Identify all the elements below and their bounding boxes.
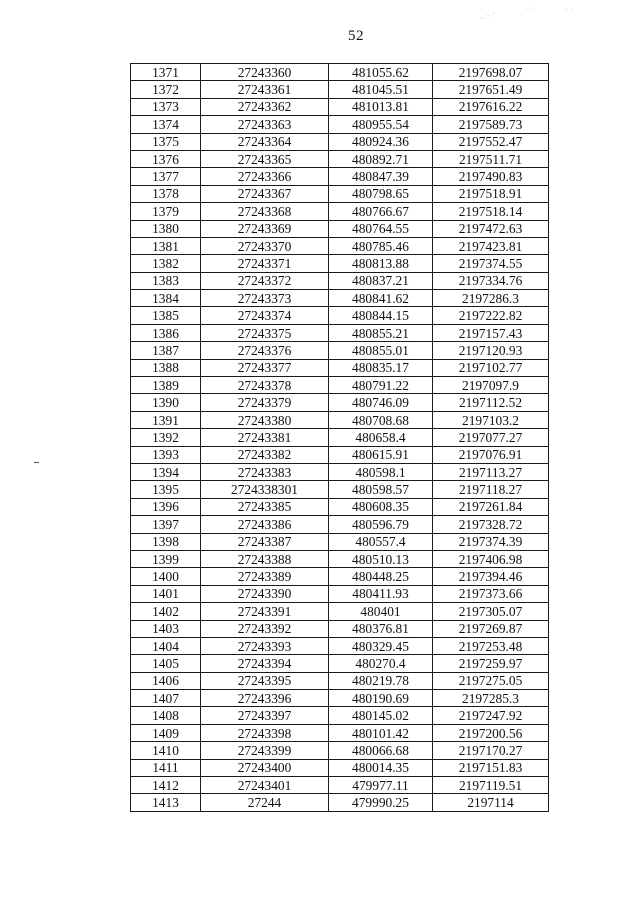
y-coordinate-cell: 2197247.92: [433, 707, 549, 724]
x-coordinate-cell: 480596.79: [329, 516, 433, 533]
row-number-cell: 1377: [131, 168, 201, 185]
row-number-cell: 1400: [131, 568, 201, 585]
point-id-cell: 27243361: [201, 81, 329, 98]
table-row: [131, 411, 549, 428]
y-coordinate-cell: 2197374.39: [433, 533, 549, 550]
x-coordinate-cell: 480066.68: [329, 742, 433, 759]
row-number-cell: 1410: [131, 742, 201, 759]
x-coordinate-cell: 480847.39: [329, 168, 433, 185]
x-coordinate-cell: 480844.15: [329, 307, 433, 324]
table-row: [131, 585, 549, 602]
y-coordinate-cell: 2197698.07: [433, 64, 549, 81]
x-coordinate-cell: 480746.09: [329, 394, 433, 411]
y-coordinate-cell: 2197119.51: [433, 777, 549, 794]
point-id-cell: 27243374: [201, 307, 329, 324]
point-id-cell: 2724338301: [201, 481, 329, 498]
row-number-cell: 1402: [131, 603, 201, 620]
table-row: [131, 290, 549, 307]
x-coordinate-cell: 480014.35: [329, 759, 433, 776]
table-row: [131, 133, 549, 150]
row-number-cell: 1381: [131, 237, 201, 254]
table-row: [131, 150, 549, 167]
x-coordinate-cell: 480798.65: [329, 185, 433, 202]
point-id-cell: 27243398: [201, 724, 329, 741]
row-number-cell: 1393: [131, 446, 201, 463]
row-number-cell: 1388: [131, 359, 201, 376]
y-coordinate-cell: 2197170.27: [433, 742, 549, 759]
table-row: [131, 550, 549, 567]
y-coordinate-cell: 2197261.84: [433, 498, 549, 515]
point-id-cell: 27243391: [201, 603, 329, 620]
point-id-cell: 27243375: [201, 324, 329, 341]
point-id-cell: 27243395: [201, 672, 329, 689]
point-id-cell: 27243393: [201, 637, 329, 654]
x-coordinate-cell: 480708.68: [329, 411, 433, 428]
row-number-cell: 1390: [131, 394, 201, 411]
row-number-cell: 1379: [131, 203, 201, 220]
point-id-cell: 27243387: [201, 533, 329, 550]
y-coordinate-cell: 2197157.43: [433, 324, 549, 341]
table-row: [131, 377, 549, 394]
row-number-cell: 1403: [131, 620, 201, 637]
point-id-cell: 27243383: [201, 463, 329, 480]
y-coordinate-cell: 2197651.49: [433, 81, 549, 98]
y-coordinate-cell: 2197616.22: [433, 98, 549, 115]
row-number-cell: 1412: [131, 777, 201, 794]
y-coordinate-cell: 2197113.27: [433, 463, 549, 480]
y-coordinate-cell: 2197269.87: [433, 620, 549, 637]
point-id-cell: 27243385: [201, 498, 329, 515]
table-row: [131, 463, 549, 480]
row-number-cell: 1401: [131, 585, 201, 602]
table-row: [131, 220, 549, 237]
point-id-cell: 27243366: [201, 168, 329, 185]
row-number-cell: 1404: [131, 637, 201, 654]
x-coordinate-cell: 480401: [329, 603, 433, 620]
point-id-cell: 27243386: [201, 516, 329, 533]
point-id-cell: 27243376: [201, 342, 329, 359]
table-row: [131, 777, 549, 794]
table-row: [131, 568, 549, 585]
x-coordinate-cell: 480145.02: [329, 707, 433, 724]
table-row: [131, 637, 549, 654]
row-number-cell: 1392: [131, 429, 201, 446]
x-coordinate-cell: 480924.36: [329, 133, 433, 150]
x-coordinate-cell: 481013.81: [329, 98, 433, 115]
x-coordinate-cell: 480764.55: [329, 220, 433, 237]
row-number-cell: 1374: [131, 116, 201, 133]
x-coordinate-cell: 480329.45: [329, 637, 433, 654]
table-row: [131, 81, 549, 98]
table-row: [131, 707, 549, 724]
y-coordinate-cell: 2197511.71: [433, 150, 549, 167]
table-row: [131, 185, 549, 202]
row-number-cell: 1375: [131, 133, 201, 150]
y-coordinate-cell: 2197275.05: [433, 672, 549, 689]
table-row: [131, 481, 549, 498]
y-coordinate-cell: 2197200.56: [433, 724, 549, 741]
table-row: [131, 759, 549, 776]
row-number-cell: 1405: [131, 655, 201, 672]
point-id-cell: 27243394: [201, 655, 329, 672]
point-id-cell: 27243401: [201, 777, 329, 794]
x-coordinate-cell: 480855.21: [329, 324, 433, 341]
point-id-cell: 27243381: [201, 429, 329, 446]
x-coordinate-cell: 480835.17: [329, 359, 433, 376]
y-coordinate-cell: 2197394.46: [433, 568, 549, 585]
x-coordinate-cell: 480270.4: [329, 655, 433, 672]
y-coordinate-cell: 2197114: [433, 794, 549, 811]
x-coordinate-cell: 480557.4: [329, 533, 433, 550]
x-coordinate-cell: 480791.22: [329, 377, 433, 394]
y-coordinate-cell: 2197374.55: [433, 255, 549, 272]
point-id-cell: 27243364: [201, 133, 329, 150]
row-number-cell: 1408: [131, 707, 201, 724]
x-coordinate-cell: 480510.13: [329, 550, 433, 567]
point-id-cell: 27243380: [201, 411, 329, 428]
point-id-cell: 27243389: [201, 568, 329, 585]
y-coordinate-cell: 2197151.83: [433, 759, 549, 776]
x-coordinate-cell: 480855.01: [329, 342, 433, 359]
x-coordinate-cell: 480837.21: [329, 272, 433, 289]
row-number-cell: 1398: [131, 533, 201, 550]
row-number-cell: 1389: [131, 377, 201, 394]
y-coordinate-cell: 2197097.9: [433, 377, 549, 394]
table-row: [131, 324, 549, 341]
x-coordinate-cell: 481055.62: [329, 64, 433, 81]
x-coordinate-cell: 480766.67: [329, 203, 433, 220]
row-number-cell: 1396: [131, 498, 201, 515]
y-coordinate-cell: 2197118.27: [433, 481, 549, 498]
table-row: [131, 342, 549, 359]
row-number-cell: 1373: [131, 98, 201, 115]
table-row: [131, 359, 549, 376]
table-row: [131, 272, 549, 289]
row-number-cell: 1394: [131, 463, 201, 480]
table-row: [131, 446, 549, 463]
row-number-cell: 1386: [131, 324, 201, 341]
point-id-cell: 27243379: [201, 394, 329, 411]
y-coordinate-cell: 2197103.2: [433, 411, 549, 428]
table-row: [131, 237, 549, 254]
x-coordinate-cell: 480598.57: [329, 481, 433, 498]
table-row: [131, 690, 549, 707]
row-number-cell: 1407: [131, 690, 201, 707]
y-coordinate-cell: 2197423.81: [433, 237, 549, 254]
y-coordinate-cell: 2197259.97: [433, 655, 549, 672]
table-row: [131, 64, 549, 81]
y-coordinate-cell: 2197518.14: [433, 203, 549, 220]
point-id-cell: 27243360: [201, 64, 329, 81]
row-number-cell: 1383: [131, 272, 201, 289]
point-id-cell: 27243397: [201, 707, 329, 724]
row-number-cell: 1378: [131, 185, 201, 202]
y-coordinate-cell: 2197286.3: [433, 290, 549, 307]
point-id-cell: 27243373: [201, 290, 329, 307]
y-coordinate-cell: 2197373.66: [433, 585, 549, 602]
x-coordinate-cell: 480785.46: [329, 237, 433, 254]
y-coordinate-cell: 2197552.47: [433, 133, 549, 150]
scan-artifact-marks: [468, 4, 578, 24]
point-id-cell: 27243400: [201, 759, 329, 776]
point-id-cell: 27243392: [201, 620, 329, 637]
table-row: [131, 655, 549, 672]
y-coordinate-cell: 2197589.73: [433, 116, 549, 133]
x-coordinate-cell: 480376.81: [329, 620, 433, 637]
point-id-cell: 27243378: [201, 377, 329, 394]
x-coordinate-cell: 480411.93: [329, 585, 433, 602]
point-id-cell: 27243369: [201, 220, 329, 237]
x-coordinate-cell: 480955.54: [329, 116, 433, 133]
x-coordinate-cell: 479977.11: [329, 777, 433, 794]
x-coordinate-cell: 480658.4: [329, 429, 433, 446]
row-number-cell: 1395: [131, 481, 201, 498]
point-id-cell: 27243388: [201, 550, 329, 567]
y-coordinate-cell: 2197076.91: [433, 446, 549, 463]
row-number-cell: 1411: [131, 759, 201, 776]
table-row: [131, 255, 549, 272]
point-id-cell: 27243372: [201, 272, 329, 289]
x-coordinate-cell: 480448.25: [329, 568, 433, 585]
row-number-cell: 1406: [131, 672, 201, 689]
point-id-cell: 27243368: [201, 203, 329, 220]
coordinates-table: [130, 63, 549, 812]
x-coordinate-cell: 481045.51: [329, 81, 433, 98]
x-coordinate-cell: 480190.69: [329, 690, 433, 707]
table-row: [131, 429, 549, 446]
y-coordinate-cell: 2197518.91: [433, 185, 549, 202]
y-coordinate-cell: 2197305.07: [433, 603, 549, 620]
table-row: [131, 394, 549, 411]
x-coordinate-cell: 480615.91: [329, 446, 433, 463]
table-row: [131, 116, 549, 133]
row-number-cell: 1409: [131, 724, 201, 741]
table-row: [131, 794, 549, 811]
point-id-cell: 27243370: [201, 237, 329, 254]
row-number-cell: 1399: [131, 550, 201, 567]
point-id-cell: 27243396: [201, 690, 329, 707]
y-coordinate-cell: 2197102.77: [433, 359, 549, 376]
y-coordinate-cell: 2197472.63: [433, 220, 549, 237]
table-row: [131, 516, 549, 533]
coordinates-table-body: [131, 64, 549, 812]
row-number-cell: 1376: [131, 150, 201, 167]
row-number-cell: 1387: [131, 342, 201, 359]
table-row: [131, 168, 549, 185]
x-coordinate-cell: 480598.1: [329, 463, 433, 480]
scan-speck: [34, 462, 39, 463]
point-id-cell: 27243371: [201, 255, 329, 272]
y-coordinate-cell: 2197222.82: [433, 307, 549, 324]
y-coordinate-cell: 2197406.98: [433, 550, 549, 567]
row-number-cell: 1371: [131, 64, 201, 81]
point-id-cell: 27243363: [201, 116, 329, 133]
row-number-cell: 1385: [131, 307, 201, 324]
x-coordinate-cell: 479990.25: [329, 794, 433, 811]
table-row: [131, 307, 549, 324]
table-row: [131, 203, 549, 220]
x-coordinate-cell: 480101.42: [329, 724, 433, 741]
y-coordinate-cell: 2197253.48: [433, 637, 549, 654]
table-row: [131, 742, 549, 759]
row-number-cell: 1391: [131, 411, 201, 428]
y-coordinate-cell: 2197490.83: [433, 168, 549, 185]
x-coordinate-cell: 480813.88: [329, 255, 433, 272]
x-coordinate-cell: 480892.71: [329, 150, 433, 167]
y-coordinate-cell: 2197328.72: [433, 516, 549, 533]
x-coordinate-cell: 480608.35: [329, 498, 433, 515]
page-number: 52: [348, 28, 364, 44]
point-id-cell: 27243399: [201, 742, 329, 759]
row-number-cell: 1384: [131, 290, 201, 307]
point-id-cell: 27243390: [201, 585, 329, 602]
row-number-cell: 1380: [131, 220, 201, 237]
y-coordinate-cell: 2197285.3: [433, 690, 549, 707]
y-coordinate-cell: 2197112.52: [433, 394, 549, 411]
point-id-cell: 27243362: [201, 98, 329, 115]
table-row: [131, 533, 549, 550]
y-coordinate-cell: 2197077.27: [433, 429, 549, 446]
row-number-cell: 1413: [131, 794, 201, 811]
table-row: [131, 98, 549, 115]
table-row: [131, 620, 549, 637]
y-coordinate-cell: 2197120.93: [433, 342, 549, 359]
point-id-cell: 27244: [201, 794, 329, 811]
row-number-cell: 1382: [131, 255, 201, 272]
x-coordinate-cell: 480841.62: [329, 290, 433, 307]
point-id-cell: 27243382: [201, 446, 329, 463]
point-id-cell: 27243367: [201, 185, 329, 202]
table-row: [131, 603, 549, 620]
row-number-cell: 1397: [131, 516, 201, 533]
table-row: [131, 672, 549, 689]
point-id-cell: 27243377: [201, 359, 329, 376]
point-id-cell: 27243365: [201, 150, 329, 167]
table-row: [131, 498, 549, 515]
row-number-cell: 1372: [131, 81, 201, 98]
table-row: [131, 724, 549, 741]
y-coordinate-cell: 2197334.76: [433, 272, 549, 289]
x-coordinate-cell: 480219.78: [329, 672, 433, 689]
